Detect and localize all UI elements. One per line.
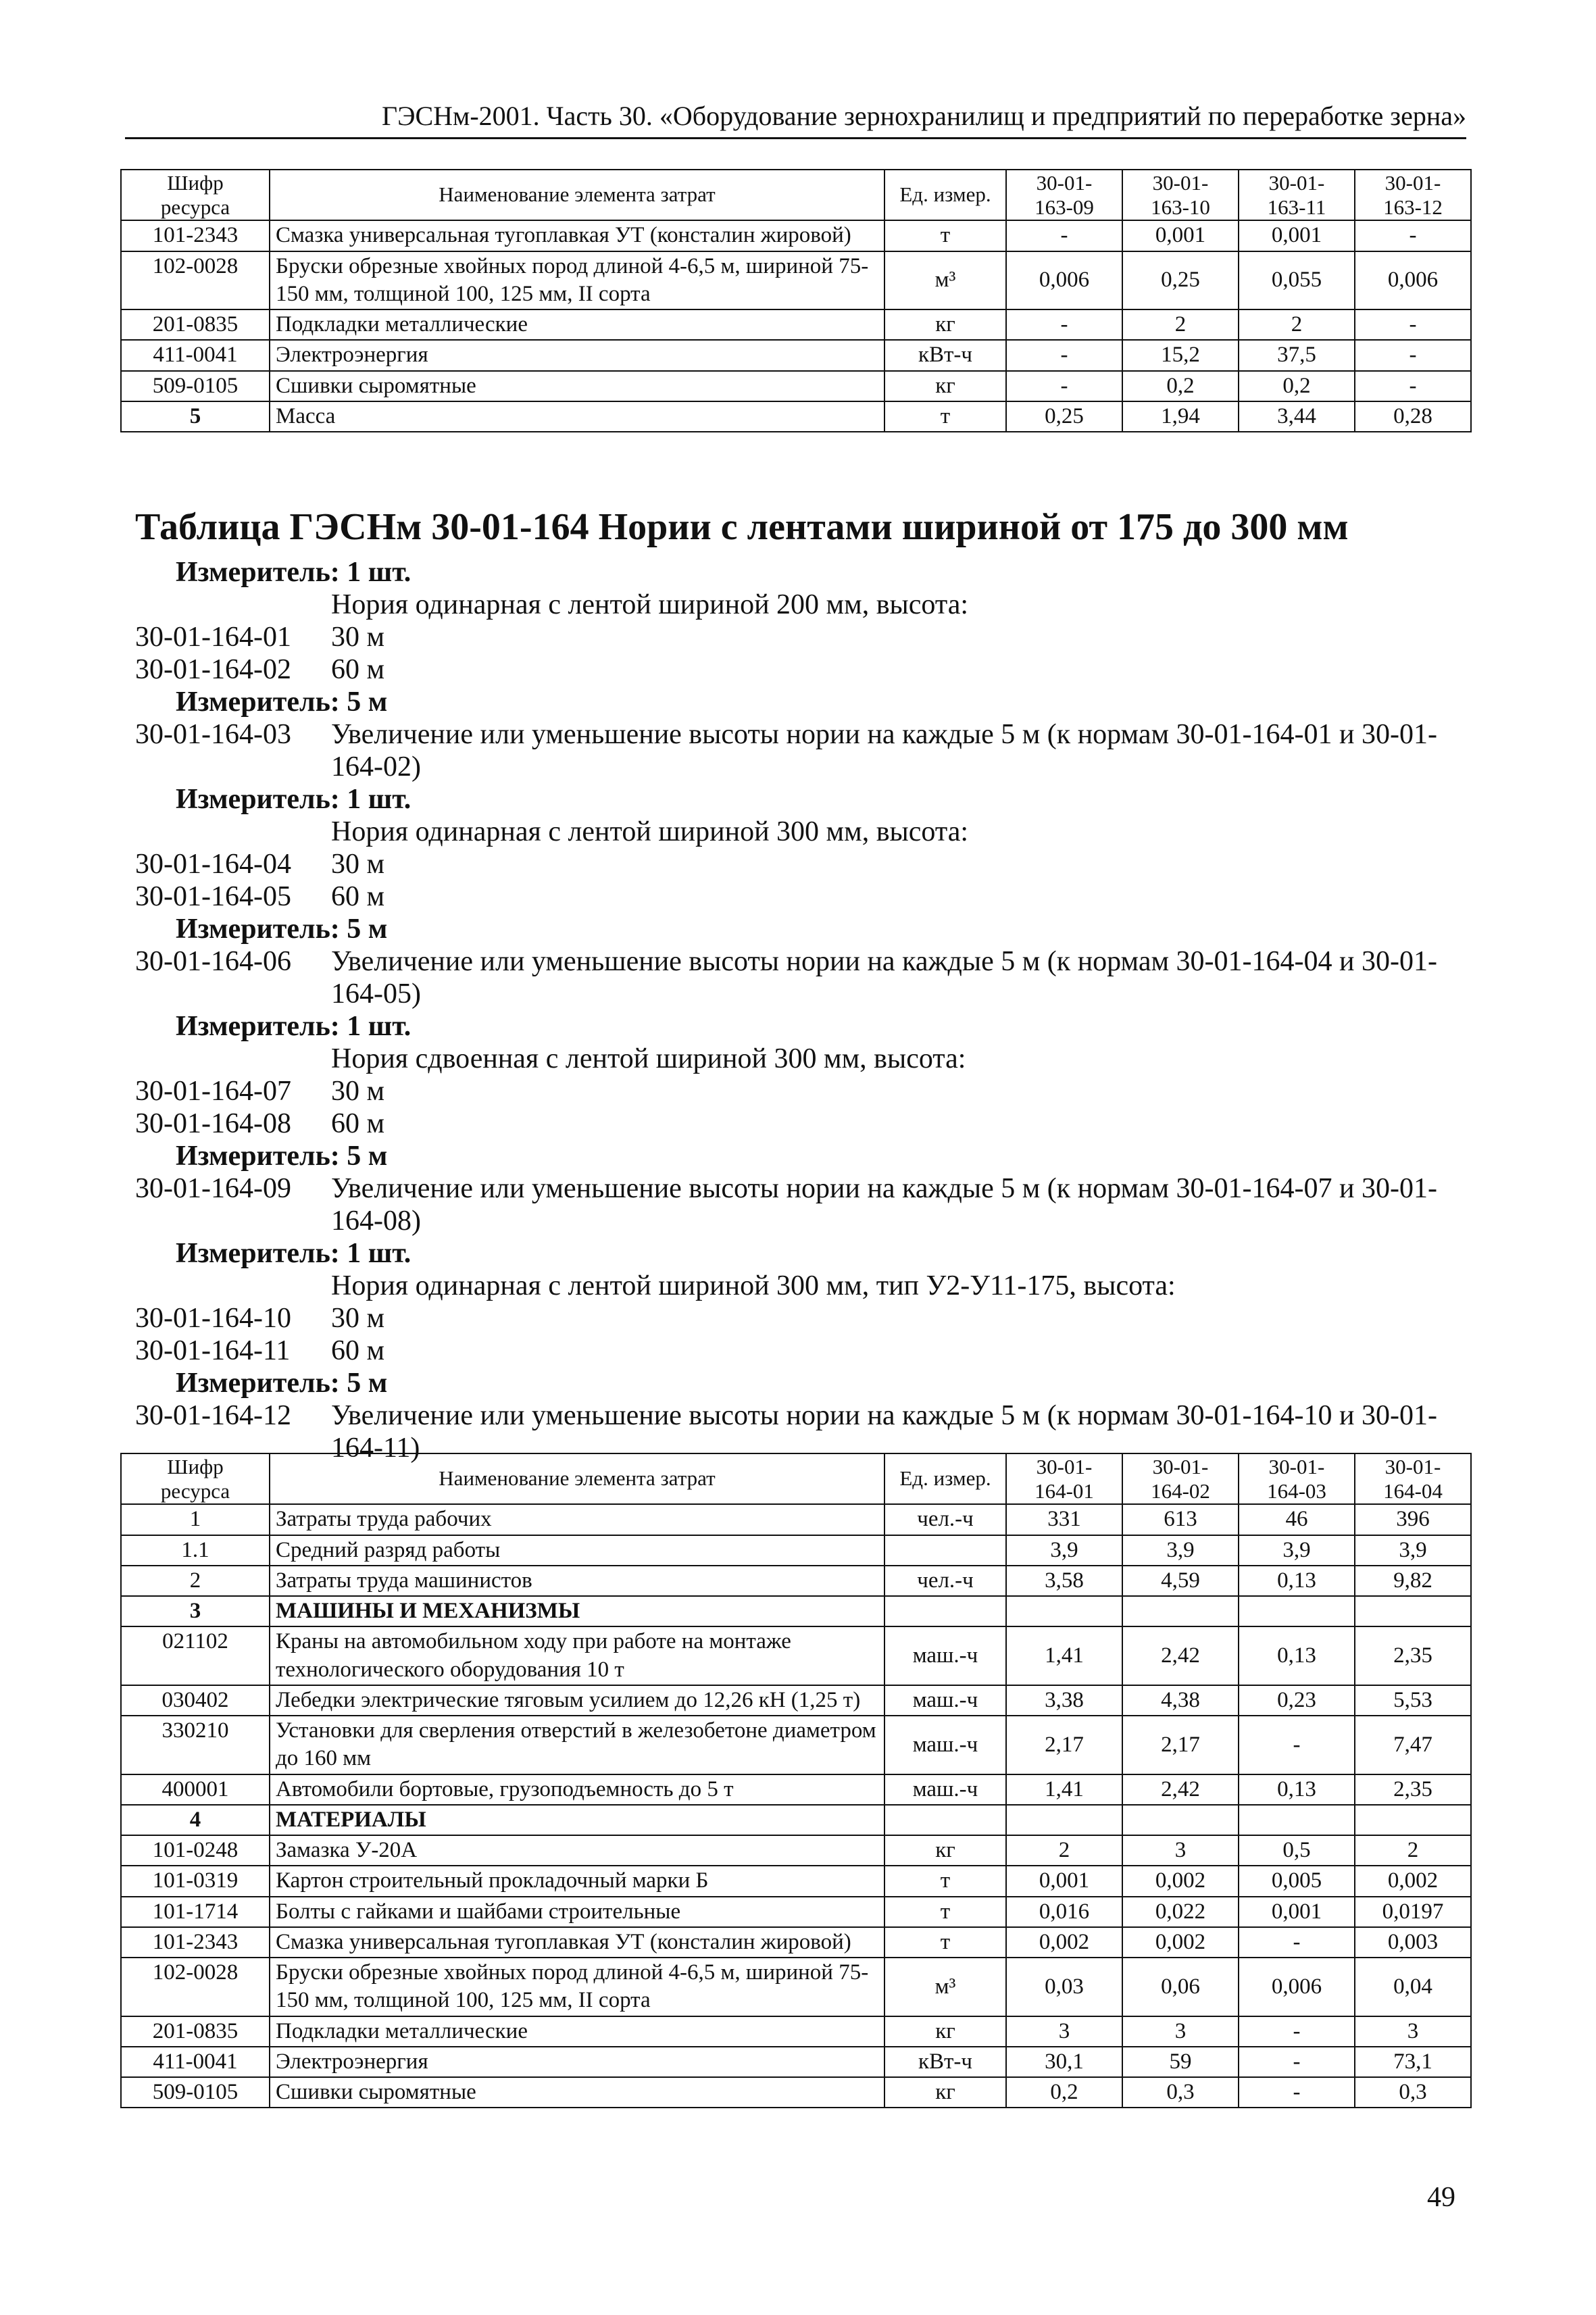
col-header-norm: 30-01- 164-01	[1006, 1453, 1122, 1504]
resource-code: 101-0319	[121, 1866, 270, 1896]
col-header-unit: Ед. измер.	[884, 170, 1006, 220]
norm-item	[135, 621, 1476, 653]
resource-name: Масса	[270, 401, 884, 432]
col-header-norm: 30-01- 164-02	[1122, 1453, 1239, 1504]
value-cell: -	[1006, 371, 1122, 401]
table-row	[121, 309, 1471, 340]
meter-label: Измеритель: 1 шт.	[176, 1011, 412, 1042]
norm-group-heading	[135, 1270, 1476, 1302]
table-row	[121, 1685, 1471, 1716]
unit-cell	[884, 1596, 1006, 1626]
resource-name: Бруски обрезные хвойных пород длиной 4-6,5 м, шириной 75-150 мм, толщиной 100, 125 мм, II сорта	[270, 1958, 884, 2016]
norm-group-text: Нория одинарная с лентой шириной 300 мм, тип У2-У11-175, высота:	[331, 1270, 1176, 1301]
col-header-code: Шифр ресурса	[121, 1453, 270, 1504]
resource-code: 509-0105	[121, 371, 270, 401]
table-row	[121, 1958, 1471, 2016]
value-cell: 15,2	[1122, 340, 1239, 370]
norm-group-text: Нория одинарная с лентой шириной 200 мм, высота:	[331, 589, 969, 620]
value-cell: 0,002	[1006, 1927, 1122, 1958]
page-number: 49	[1427, 2182, 1455, 2213]
value-cell: 2,17	[1122, 1716, 1239, 1774]
value-cell: 3	[1122, 1835, 1239, 1866]
resource-code: 021102	[121, 1626, 270, 1685]
value-cell: 0,04	[1355, 1958, 1471, 2016]
value-cell: 0,002	[1355, 1866, 1471, 1896]
meter-line	[135, 913, 1476, 945]
unit-cell: м³	[884, 1958, 1006, 2016]
unit-cell: т	[884, 1897, 1006, 1927]
table-row	[121, 1927, 1471, 1958]
norm-description: Увеличение или уменьшение высоты нории на каждые 5 м (к нормам 30-01-164-01 и 30-01-164-02)	[331, 719, 1437, 782]
value-cell: 3	[1122, 2016, 1239, 2047]
col-header-norm: 30-01- 163-10	[1122, 170, 1239, 220]
resource-code: 201-0835	[121, 309, 270, 340]
value-cell: 0,13	[1239, 1626, 1355, 1685]
unit-cell: кг	[884, 2077, 1006, 2108]
value-cell: 0,13	[1239, 1774, 1355, 1805]
norm-code: 30-01-164-05	[135, 881, 291, 912]
resource-code: 201-0835	[121, 2016, 270, 2047]
resource-name: МАШИНЫ И МЕХАНИЗМЫ	[270, 1596, 884, 1626]
value-cell: 0,022	[1122, 1897, 1239, 1927]
meter-label: Измеритель: 1 шт.	[176, 1238, 412, 1269]
resource-name: Болты с гайками и шайбами строительные	[270, 1897, 884, 1927]
value-cell: 0,005	[1239, 1866, 1355, 1896]
unit-cell: т	[884, 1866, 1006, 1896]
value-cell: 2	[1122, 309, 1239, 340]
value-cell: -	[1239, 2016, 1355, 2047]
resource-code: 102-0028	[121, 1958, 270, 2016]
resource-code: 2	[121, 1566, 270, 1596]
resource-name: Электроэнергия	[270, 2047, 884, 2077]
value-cell: 30,1	[1006, 2047, 1122, 2077]
resource-name: Электроэнергия	[270, 340, 884, 370]
unit-cell: кг	[884, 1835, 1006, 1866]
resource-code: 3	[121, 1596, 270, 1626]
resource-name: Затраты труда рабочих	[270, 1504, 884, 1535]
resource-name: Лебедки электрические тяговым усилием до 12,26 кН (1,25 т)	[270, 1685, 884, 1716]
meter-line	[135, 556, 1476, 589]
norm-code: 30-01-164-10	[135, 1303, 291, 1334]
meter-line	[135, 1237, 1476, 1270]
value-cell: 0,25	[1122, 251, 1239, 310]
norm-description: Увеличение или уменьшение высоты нории на каждые 5 м (к нормам 30-01-164-10 и 30-01-164-11)	[331, 1400, 1437, 1464]
value-cell: 0,001	[1122, 220, 1239, 251]
resource-code: 411-0041	[121, 340, 270, 370]
resource-name: Затраты труда машинистов	[270, 1566, 884, 1596]
norm-item	[135, 945, 1476, 1010]
value-cell	[1239, 1596, 1355, 1626]
table-title: Таблица ГЭСНм 30-01-164 Нории с лентами шириной от 175 до 300 мм	[135, 506, 1349, 548]
col-header-norm: 30-01- 163-11	[1239, 170, 1355, 220]
resource-name: Автомобили бортовые, грузоподъемность до 5 т	[270, 1774, 884, 1805]
resource-name: Картон строительный прокладочный марки Б	[270, 1866, 884, 1896]
resource-table-163	[120, 169, 1472, 432]
value-cell: 0,3	[1122, 2077, 1239, 2108]
col-header-name: Наименование элемента затрат	[270, 1453, 884, 1504]
norm-code: 30-01-164-02	[135, 654, 291, 685]
value-cell: 59	[1122, 2047, 1239, 2077]
resource-code: 1	[121, 1504, 270, 1535]
value-cell: 0,0197	[1355, 1897, 1471, 1927]
table-row	[121, 1535, 1471, 1566]
resource-code: 102-0028	[121, 251, 270, 310]
resource-code: 1.1	[121, 1535, 270, 1566]
unit-cell: кг	[884, 371, 1006, 401]
value-cell: -	[1006, 309, 1122, 340]
norm-code: 30-01-164-12	[135, 1400, 291, 1431]
meter-line	[135, 783, 1476, 816]
resource-code: 101-0248	[121, 1835, 270, 1866]
norm-group-text: Нория сдвоенная с лентой шириной 300 мм, высота:	[331, 1043, 966, 1074]
col-header-unit: Ед. измер.	[884, 1453, 1006, 1504]
value-cell: 5,53	[1355, 1685, 1471, 1716]
table-row	[121, 1897, 1471, 1927]
value-cell: -	[1355, 371, 1471, 401]
norm-code: 30-01-164-09	[135, 1173, 291, 1204]
resource-name: Смазка универсальная тугоплавкая УТ (консталин жировой)	[270, 1927, 884, 1958]
unit-cell: кг	[884, 2016, 1006, 2047]
value-cell: 3,9	[1122, 1535, 1239, 1566]
norm-description: 60 м	[331, 654, 385, 685]
value-cell: 7,47	[1355, 1716, 1471, 1774]
col-header-code: Шифр ресурса	[121, 170, 270, 220]
unit-cell: маш.-ч	[884, 1716, 1006, 1774]
resource-name: Подкладки металлические	[270, 2016, 884, 2047]
value-cell: -	[1006, 220, 1122, 251]
value-cell: -	[1355, 340, 1471, 370]
value-cell: 2,17	[1006, 1716, 1122, 1774]
value-cell: 37,5	[1239, 340, 1355, 370]
norm-code: 30-01-164-01	[135, 622, 291, 653]
resource-code: 101-2343	[121, 1927, 270, 1958]
resource-code: 411-0041	[121, 2047, 270, 2077]
resource-code: 101-1714	[121, 1897, 270, 1927]
norm-item	[135, 848, 1476, 880]
norm-group-heading	[135, 1043, 1476, 1075]
norm-item	[135, 1172, 1476, 1237]
value-cell: 3,44	[1239, 401, 1355, 432]
norm-description: 60 м	[331, 881, 385, 912]
unit-cell: маш.-ч	[884, 1626, 1006, 1685]
unit-cell: т	[884, 220, 1006, 251]
value-cell: 0,006	[1239, 1958, 1355, 2016]
unit-cell: кВт-ч	[884, 340, 1006, 370]
value-cell: 2	[1239, 309, 1355, 340]
table-header-row	[121, 170, 1471, 220]
running-head: ГЭСНм-2001. Часть 30. «Оборудование зернохранилищ и предприятий по переработке зерна»	[125, 100, 1466, 139]
value-cell: 1,94	[1122, 401, 1239, 432]
value-cell: 3,9	[1006, 1535, 1122, 1566]
resource-name: Подкладки металлические	[270, 309, 884, 340]
value-cell	[1122, 1596, 1239, 1626]
value-cell: 1,41	[1006, 1626, 1122, 1685]
value-cell: 3	[1355, 2016, 1471, 2047]
resource-code: 509-0105	[121, 2077, 270, 2108]
resource-code: 5	[121, 401, 270, 432]
meter-line	[135, 1140, 1476, 1172]
value-cell: 0,006	[1355, 251, 1471, 310]
value-cell: 3	[1006, 2016, 1122, 2047]
resource-code: 101-2343	[121, 220, 270, 251]
value-cell	[1006, 1805, 1122, 1835]
norm-description: 60 м	[331, 1108, 385, 1139]
norm-description: Увеличение или уменьшение высоты нории на каждые 5 м (к нормам 30-01-164-04 и 30-01-164-05)	[331, 946, 1437, 1010]
norm-item	[135, 1302, 1476, 1335]
value-cell: 2,42	[1122, 1774, 1239, 1805]
value-cell: 9,82	[1355, 1566, 1471, 1596]
resource-name: Средний разряд работы	[270, 1535, 884, 1566]
col-header-norm: 30-01- 163-12	[1355, 170, 1471, 220]
col-header-norm: 30-01- 163-09	[1006, 170, 1122, 220]
table-row	[121, 1626, 1471, 1685]
value-cell: -	[1355, 220, 1471, 251]
unit-cell	[884, 1535, 1006, 1566]
table-row	[121, 371, 1471, 401]
norm-item	[135, 653, 1476, 686]
table-header-row	[121, 1453, 1471, 1504]
norm-code: 30-01-164-04	[135, 849, 291, 880]
resource-name: Краны на автомобильном ходу при работе на монтаже технологического оборудования 10 т	[270, 1626, 884, 1685]
section-row	[121, 1805, 1471, 1835]
col-header-norm: 30-01- 164-04	[1355, 1453, 1471, 1504]
value-cell: 4,38	[1122, 1685, 1239, 1716]
meter-label: Измеритель: 1 шт.	[176, 784, 412, 815]
unit-cell: т	[884, 1927, 1006, 1958]
unit-cell: чел.-ч	[884, 1504, 1006, 1535]
value-cell: 4,59	[1122, 1566, 1239, 1596]
norm-description: 30 м	[331, 622, 385, 653]
unit-cell: кВт-ч	[884, 2047, 1006, 2077]
resource-name: Смазка универсальная тугоплавкая УТ (консталин жировой)	[270, 220, 884, 251]
value-cell: 0,002	[1122, 1866, 1239, 1896]
resource-name: Сшивки сыромятные	[270, 371, 884, 401]
value-cell: 0,3	[1355, 2077, 1471, 2108]
table-row	[121, 1835, 1471, 1866]
value-cell: 2	[1006, 1835, 1122, 1866]
value-cell: -	[1239, 2077, 1355, 2108]
value-cell: 0,25	[1006, 401, 1122, 432]
value-cell	[1122, 1805, 1239, 1835]
value-cell: 0,003	[1355, 1927, 1471, 1958]
value-cell: 0,002	[1122, 1927, 1239, 1958]
table-row	[121, 1866, 1471, 1896]
norm-code: 30-01-164-06	[135, 946, 291, 977]
value-cell: 0,13	[1239, 1566, 1355, 1596]
value-cell: -	[1239, 1716, 1355, 1774]
meter-line	[135, 1010, 1476, 1043]
unit-cell: т	[884, 401, 1006, 432]
value-cell: 0,23	[1239, 1685, 1355, 1716]
meter-line	[135, 1367, 1476, 1399]
value-cell: 0,03	[1006, 1958, 1122, 2016]
value-cell: 0,001	[1239, 1897, 1355, 1927]
norm-item	[135, 880, 1476, 913]
norm-group-text: Нория одинарная с лентой шириной 300 мм, высота:	[331, 816, 969, 847]
value-cell: -	[1006, 340, 1122, 370]
table-row	[121, 1774, 1471, 1805]
table-row	[121, 251, 1471, 310]
norm-description: 60 м	[331, 1335, 385, 1366]
value-cell: 0,016	[1006, 1897, 1122, 1927]
norm-code: 30-01-164-07	[135, 1076, 291, 1107]
value-cell: 0,28	[1355, 401, 1471, 432]
col-header-norm: 30-01- 164-03	[1239, 1453, 1355, 1504]
meter-label: Измеритель: 5 м	[176, 687, 388, 718]
norm-description: 30 м	[331, 1303, 385, 1334]
value-cell: -	[1239, 1927, 1355, 1958]
norm-description: 30 м	[331, 1076, 385, 1107]
resource-code: 400001	[121, 1774, 270, 1805]
norm-description: Увеличение или уменьшение высоты нории на каждые 5 м (к нормам 30-01-164-07 и 30-01-164-08)	[331, 1173, 1437, 1237]
resource-code: 030402	[121, 1685, 270, 1716]
norm-description: 30 м	[331, 849, 385, 880]
value-cell: 0,055	[1239, 251, 1355, 310]
norm-item	[135, 1075, 1476, 1107]
unit-cell: чел.-ч	[884, 1566, 1006, 1596]
value-cell	[1239, 1805, 1355, 1835]
value-cell: 0,5	[1239, 1835, 1355, 1866]
value-cell: 2,42	[1122, 1626, 1239, 1685]
value-cell: -	[1239, 2047, 1355, 2077]
value-cell: 0,001	[1239, 220, 1355, 251]
value-cell: 73,1	[1355, 2047, 1471, 2077]
norm-item	[135, 1335, 1476, 1367]
resource-code: 330210	[121, 1716, 270, 1774]
col-header-name: Наименование элемента затрат	[270, 170, 884, 220]
value-cell: -	[1355, 309, 1471, 340]
value-cell	[1006, 1596, 1122, 1626]
unit-cell: кг	[884, 309, 1006, 340]
table-row	[121, 2016, 1471, 2047]
value-cell	[1355, 1596, 1471, 1626]
value-cell: 3,58	[1006, 1566, 1122, 1596]
meter-label: Измеритель: 5 м	[176, 1141, 388, 1172]
section-row	[121, 1596, 1471, 1626]
value-cell: 331	[1006, 1504, 1122, 1535]
value-cell: 3,9	[1239, 1535, 1355, 1566]
value-cell: 1,41	[1006, 1774, 1122, 1805]
unit-cell: маш.-ч	[884, 1774, 1006, 1805]
resource-name: Бруски обрезные хвойных пород длиной 4-6,5 м, шириной 75-150 мм, толщиной 100, 125 мм, II сорта	[270, 251, 884, 310]
value-cell: 0,001	[1006, 1866, 1122, 1896]
value-cell: 46	[1239, 1504, 1355, 1535]
norm-code: 30-01-164-08	[135, 1108, 291, 1139]
meter-label: Измеритель: 1 шт.	[176, 557, 412, 588]
unit-cell: маш.-ч	[884, 1685, 1006, 1716]
norm-group-heading	[135, 589, 1476, 621]
value-cell: 613	[1122, 1504, 1239, 1535]
value-cell: 3,9	[1355, 1535, 1471, 1566]
resource-name: Сшивки сыромятные	[270, 2077, 884, 2108]
meter-line	[135, 686, 1476, 718]
value-cell: 3,38	[1006, 1685, 1122, 1716]
table-row	[121, 2077, 1471, 2108]
norm-list	[135, 556, 1476, 1464]
table-row	[121, 1566, 1471, 1596]
value-cell: 2,35	[1355, 1774, 1471, 1805]
value-cell	[1355, 1805, 1471, 1835]
value-cell: 0,06	[1122, 1958, 1239, 2016]
unit-cell: м³	[884, 251, 1006, 310]
resource-name: Замазка У-20А	[270, 1835, 884, 1866]
value-cell: 2,35	[1355, 1626, 1471, 1685]
table-row	[121, 220, 1471, 251]
resource-code: 4	[121, 1805, 270, 1835]
unit-cell	[884, 1805, 1006, 1835]
table-row	[121, 401, 1471, 432]
value-cell: 0,2	[1006, 2077, 1122, 2108]
resource-table-164	[120, 1453, 1472, 2108]
norm-code: 30-01-164-03	[135, 719, 291, 750]
meter-label: Измеритель: 5 м	[176, 1368, 388, 1399]
value-cell: 396	[1355, 1504, 1471, 1535]
value-cell: 0,006	[1006, 251, 1122, 310]
norm-group-heading	[135, 816, 1476, 848]
table-row	[121, 1716, 1471, 1774]
value-cell: 0,2	[1239, 371, 1355, 401]
meter-label: Измеритель: 5 м	[176, 914, 388, 945]
norm-item	[135, 1107, 1476, 1140]
table-row	[121, 340, 1471, 370]
table-row	[121, 2047, 1471, 2077]
resource-name: МАТЕРИАЛЫ	[270, 1805, 884, 1835]
table-row	[121, 1504, 1471, 1535]
value-cell: 2	[1355, 1835, 1471, 1866]
resource-name: Установки для сверления отверстий в железобетоне диаметром до 160 мм	[270, 1716, 884, 1774]
norm-item	[135, 718, 1476, 783]
value-cell: 0,2	[1122, 371, 1239, 401]
norm-code: 30-01-164-11	[135, 1335, 291, 1366]
